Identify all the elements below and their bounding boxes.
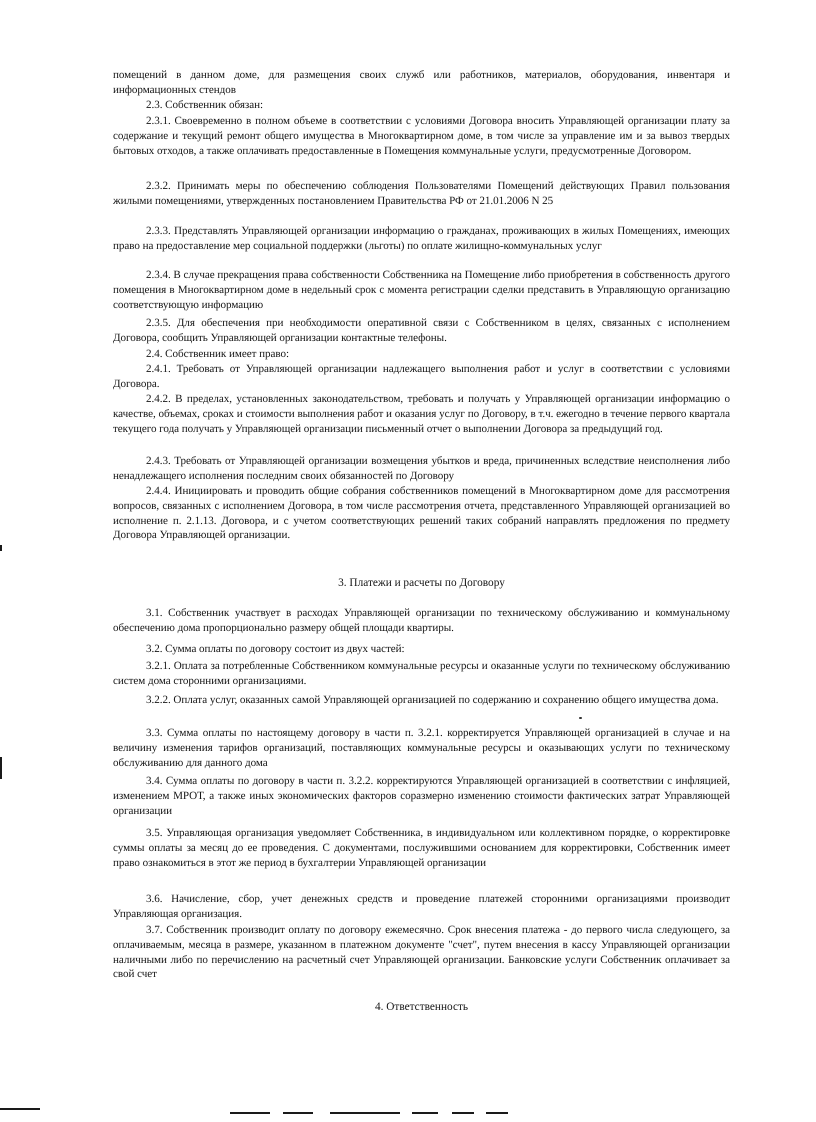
paragraph-2-3-heading: 2.3. Собственник обязан: [146, 99, 263, 111]
scan-bottom-line-3 [330, 1112, 400, 1114]
paragraph-3-7: 3.7. Собственник производит оплату по договору ежемесячно. Срок внесения платежа - до первого числа следующего, за оплачиваемым, месяца в размере, указанном в платежном документе "счет", путем внесения в кассу Управляющей организации наличными либо по перечислению на расчетный счет Управляющей организации. Банковские услуги Собственник оплачивает за свой счет [113, 924, 730, 981]
paragraph-2-4-3: 2.4.3. Требовать от Управляющей организации возмещения убытков и вреда, причиненных вследствие неисполнения либо ненадлежащего исполнения последним своих обязанностей по Договору [113, 455, 730, 482]
paragraph-3-5: 3.5. Управляющая организация уведомляет Собственника, в индивидуальном или коллективном порядке, о корректировке суммы оплаты за месяц до ее проведения. С документами, послужившими основанием для корректировки, Собственник имеет право ознакомиться в этот же период в бухгалтерии Управляющей организации [113, 827, 730, 869]
paragraph-2-3-3: 2.3.3. Представлять Управляющей организации информацию о гражданах, проживающих в жилых Помещениях, имеющих право на предоставление мер социальной поддержки (льготы) по оплате жилищно-коммунальных услуг [113, 225, 730, 252]
paragraph-2-4-2: 2.4.2. В пределах, установленных законодательством, требовать и получать у Управляющей организации информацию о качестве, объемах, сроках и стоимости выполнения работ и оказания услуг по Договору, в т.ч. ежегодно в течение первого квартала текущего года получать у Управляющей организации письменный отчет о выполнении Договора за предыдущий год. [113, 393, 730, 435]
scan-bottom-line-5 [452, 1112, 474, 1114]
paragraph-3-1: 3.1. Собственник участвует в расходах Управляющей организации по техническому обслуживанию и коммунальному обеспечению дома пропорционально размеру общей площади квартиры. [113, 607, 730, 634]
scan-bottom-line-2 [283, 1112, 313, 1114]
paragraph-2-3-1: 2.3.1. Своевременно в полном объеме в соответствии с условиями Договора вносить Управляющей организации плату за содержание и текущий ремонт общего имущества в Многоквартирном доме, в том числе за управление им и за вывоз твердых бытовых отходов, а также оплачивать предоставленные в Помещения коммунальные услуги, предусмотренные Договором. [113, 115, 730, 157]
scan-bottom-line-1 [230, 1112, 270, 1114]
paragraph-2-3-5: 2.3.5. Для обеспечения при необходимости оперативной связи с Собственником в целях, связанных с исполнением Договора, сообщить Управляющей организации контактные телефоны. [113, 317, 730, 344]
scan-bottom-line-6 [486, 1112, 508, 1114]
paragraph-3-6: 3.6. Начисление, сбор, учет денежных средств и проведение платежей сторонними организациями производит Управляющая организация. [113, 893, 730, 920]
paragraph-3-2: 3.2. Сумма оплаты по договору состоит из двух частей: [146, 643, 405, 655]
paragraph-3-4: 3.4. Сумма оплаты по договору в части п. 3.2.2. корректируются Управляющей организацией в соответствии с инфляцией, изменением МРОТ, а также иных экономических факторов соразмерно изменению стоимости фактических затрат Управляющей организации [113, 775, 730, 817]
scan-edge-speck [0, 545, 2, 551]
paragraph-premises-use: помещений в данном доме, для размещения своих служб или работников, материалов, оборудования, инвентаря и информационных стендов [113, 69, 730, 96]
paragraph-2-4-1: 2.4.1. Требовать от Управляющей организации надлежащего выполнения работ и услуг в соответствии с условиями Договора. [113, 363, 730, 390]
paragraph-2-4-heading: 2.4. Собственник имеет право: [146, 348, 290, 360]
section-4-title: 4. Ответственность [374, 1001, 469, 1013]
scan-speck [579, 717, 582, 719]
paragraph-3-2-1: 3.2.1. Оплата за потребленные Собственником коммунальные ресурсы и оказанные услуги по техническому обслуживанию систем дома сторонними организациями. [113, 660, 730, 687]
paragraph-3-2-2: 3.2.2. Оплата услуг, оказанных самой Управляющей организацией по содержанию и сохранению общего имущества дома. [146, 694, 719, 706]
scan-edge-mark-bottom-left [0, 1108, 40, 1110]
scan-edge-mark [0, 757, 2, 779]
paragraph-2-3-2: 2.3.2. Принимать меры по обеспечению соблюдения Пользователями Помещений действующих Правил пользования жилыми помещениями, утвержденных постановлением Правительства РФ от 21.01.2006 N 25 [113, 180, 730, 207]
paragraph-2-3-4: 2.3.4. В случае прекращения права собственности Собственника на Помещение либо приобретения в собственность другого помещения в Многоквартирном доме в недельный срок с момента регистрации сделки представить в Управляющую организацию соответствующую информацию [113, 269, 730, 311]
paragraph-3-3: 3.3. Сумма оплаты по настоящему договору в части п. 3.2.1. корректируется Управляющей организацией в случае и на величину изменения тарифов организаций, поставляющих коммунальные ресурсы и оказывающих услуги по техническому обслуживанию для данного дома [113, 727, 730, 769]
section-3-title: 3. Платежи и расчеты по Договору [338, 577, 505, 589]
scan-bottom-line-4 [412, 1112, 438, 1114]
paragraph-2-4-4: 2.4.4. Инициировать и проводить общие собрания собственников помещений в Многоквартирном доме для рассмотрения вопросов, связанных с исполнением Договора, в том числе рассмотрения отчета, представленного Управляющей организацией во исполнение п. 2.1.13. Договора, и с учетом соответствующих решений таких собраний направлять предложения по предмету Договора Управляющей организации. [113, 485, 730, 542]
